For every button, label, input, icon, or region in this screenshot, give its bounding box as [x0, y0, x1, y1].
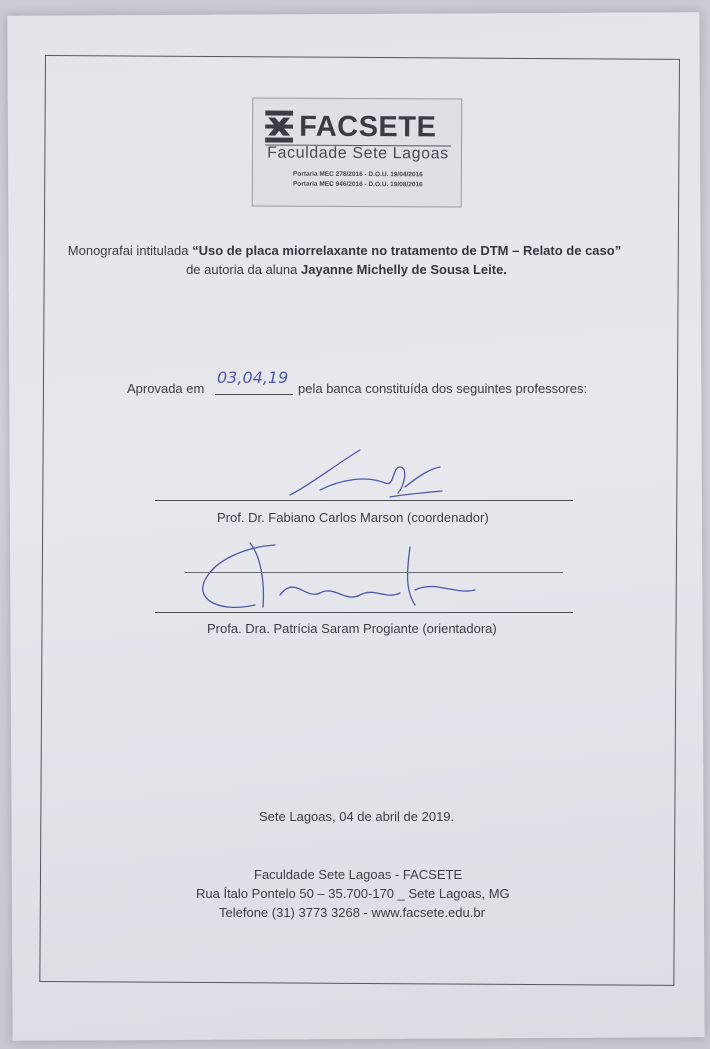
approval-prefix: Aprovada em: [127, 381, 205, 396]
logo-header: [265, 109, 455, 146]
author-prefix: de autoria da aluna: [186, 262, 301, 277]
signature-marson: [280, 445, 450, 505]
logo-portaria-2: Portaria MEC 946/2016 - D.O.U. 19/08/2016: [292, 180, 423, 189]
signature-line-1: [155, 500, 573, 501]
signature-line-2: [155, 612, 573, 613]
approval-date-handwritten: 03,04,19: [217, 368, 289, 387]
footer-line-2: Rua Ítalo Pontelo 50 – 35.700-170 _ Sete Lagoas, MG: [196, 886, 510, 901]
monograph-prefix: Monografai intitulada: [67, 243, 193, 258]
logo-portaria-1: Portaria MEC 278/2016 - D.O.U. 19/04/2016: [293, 170, 423, 179]
author-line: [30, 262, 663, 277]
date-underline: [215, 394, 293, 395]
signature-rule-upper: [185, 572, 563, 573]
approval-suffix: pela banca constituída dos seguintes professores:: [298, 381, 588, 396]
author-name: Jayanne Michelly de Sousa Leite.: [301, 262, 507, 277]
signatory-2-label: Profa. Dra. Patrícia Saram Progiante (orientadora): [207, 621, 497, 636]
place-date: Sete Lagoas, 04 de abril de 2019.: [259, 809, 455, 824]
signature-progiante: [185, 535, 495, 620]
footer-line-3: Telefone (31) 3773 3268 - www.facsete.edu.br: [219, 905, 485, 920]
logo-subtitle: Faculdade Sete Lagoas: [267, 144, 449, 163]
monograph-title: “Uso de placa miorrelaxante no tratamento de DTM – Relato de caso”: [192, 243, 622, 258]
facsete-logo: [252, 97, 463, 207]
footer-line-1: Faculdade Sete Lagoas - FACSETE: [254, 867, 463, 882]
facsete-mark-icon: [265, 111, 293, 143]
signatory-1-label: Prof. Dr. Fabiano Carlos Marson (coordenador): [217, 510, 489, 525]
logo-name: FACSETE: [299, 110, 437, 143]
monograph-title-line: [28, 243, 661, 258]
